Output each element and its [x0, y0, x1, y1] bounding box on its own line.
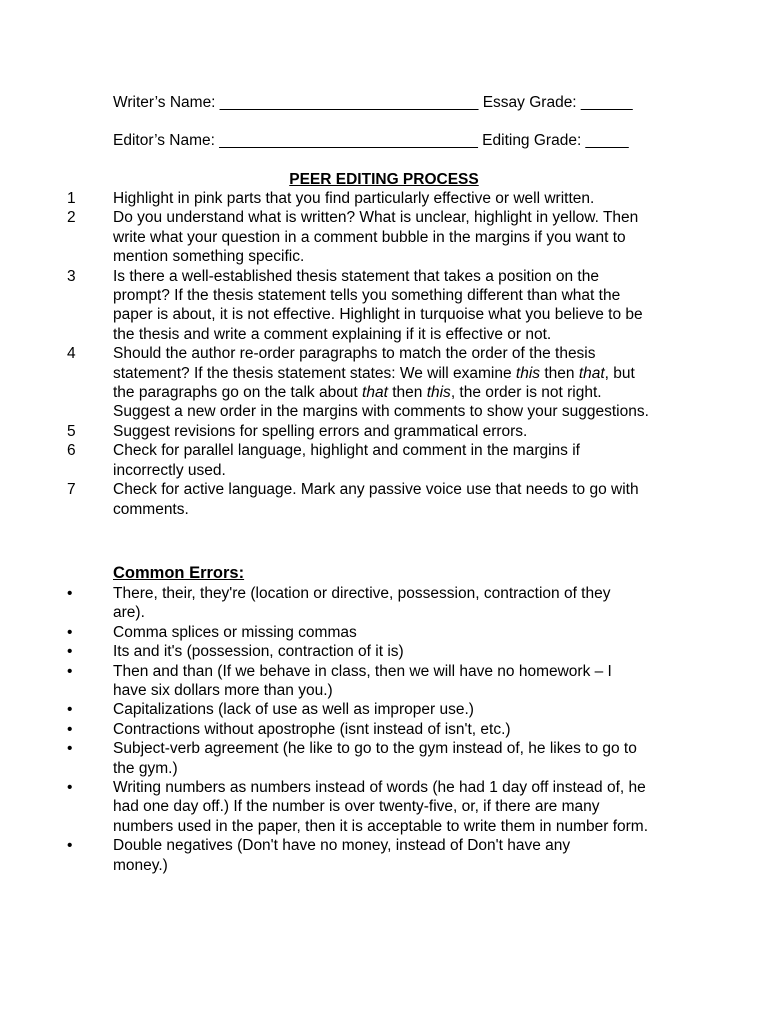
list-item-text: Comma splices or missing commas [113, 623, 357, 641]
common-errors-heading: Common Errors: [113, 564, 245, 582]
list-item-text: Subject-verb agreement (he like to go to the gym instead of, he likes to go to the gym.) [113, 740, 637, 777]
step-number: 2 [67, 209, 76, 227]
step-number: 4 [67, 345, 76, 363]
list-item [0, 642, 768, 661]
bullet-icon: • [67, 837, 73, 855]
step-number: 5 [67, 422, 76, 440]
step-text-part: , the order is not right. Suggest a new order in the margins with comments to show your suggestions. [113, 384, 649, 421]
step-item [0, 189, 768, 208]
page-title [0, 170, 768, 189]
step-item [0, 208, 768, 266]
step-text-part: , but the paragraphs go on the talk about [113, 364, 635, 402]
bullet-icon: • [67, 643, 73, 661]
list-item-text: Its and it's (possession, contraction of it is) [113, 643, 404, 661]
step-number: 7 [67, 481, 76, 499]
list-item [0, 700, 768, 719]
list-item [0, 778, 768, 836]
bullet-icon: • [67, 740, 73, 758]
step-text: Highlight in pink parts that you find particularly effective or well written. [113, 190, 595, 207]
bullet-icon: • [67, 662, 73, 680]
step-text-italic: this [515, 364, 541, 382]
list-item [0, 720, 768, 739]
list-item [0, 662, 768, 701]
list-item [0, 584, 768, 623]
list-item-text: Capitalizations (lack of use as well as improper use.) [113, 701, 474, 719]
list-item [0, 623, 768, 642]
bullet-icon: • [67, 701, 73, 719]
step-number: 1 [67, 190, 76, 207]
list-item-text: Contractions without apostrophe (isnt instead of isn't, etc.) [113, 720, 511, 738]
step-text: Check for parallel language, highlight and comment in the margins if incorrectly used. [113, 442, 580, 479]
step-number: 3 [67, 267, 76, 285]
bullet-icon: • [67, 720, 73, 738]
step-text [113, 344, 658, 422]
step-text: Check for active language. Mark any passive voice use that needs to go with comments. [113, 481, 639, 518]
list-item-text: Double negatives (Don't have no money, instead of Don't have any money.) [113, 837, 571, 874]
list-item-text: Then and than (If we behave in class, then we will have no homework – I have six dollars more than you.) [113, 662, 612, 700]
bullet-icon: • [67, 779, 73, 797]
step-item [0, 480, 768, 519]
step-item [0, 422, 768, 441]
step-item [0, 267, 768, 345]
step-text: Is there a well-established thesis statement that takes a position on the prompt? If the thesis statement tells you something different than what the paper is about, it is not effective. Highlight in turquoise what you believe to be the thesis and write a comment explaining if it is effective or not. [113, 267, 643, 343]
bullet-icon: • [67, 623, 73, 641]
step-text-italic: that [578, 364, 605, 382]
bullet-icon: • [67, 585, 73, 602]
common-errors-list [0, 584, 768, 875]
writer-name-line: Writer’s Name: ______________________________ Essay Grade: ______ [113, 94, 633, 111]
step-text-part: then [540, 364, 579, 382]
steps-list [0, 189, 768, 519]
list-item [0, 836, 768, 875]
step-text-italic: this [426, 384, 451, 402]
editor-name-line: Editor’s Name: ______________________________ Editing Grade: _____ [113, 132, 629, 149]
step-text-part: then [387, 384, 427, 402]
step-text: Do you understand what is written? What is unclear, highlight in yellow. Then write what your question in a comment bubble in the margins if you want to mention something specific. [113, 209, 639, 266]
step-item [0, 441, 768, 480]
step-text-italic: that [362, 384, 388, 402]
step-text-part: Should the author re-order paragraphs to match the order of the thesis statement? If the thesis statement states: We will examine [113, 345, 596, 382]
step-text: Suggest revisions for spelling errors and grammatical errors. [113, 422, 528, 440]
page-title-text: PEER EDITING PROCESS [289, 171, 479, 188]
list-item-text: There, their, they're (location or directive, possession, contraction of they are). [113, 585, 611, 622]
step-number: 6 [67, 442, 76, 460]
step-item [0, 344, 768, 422]
list-item-text: Writing numbers as numbers instead of words (he had 1 day off instead of, he had one day off.) If the number is over twenty-five, or, if there are many numbers used in the paper, then it is acceptable to write them in number form. [113, 779, 649, 835]
list-item [0, 739, 768, 778]
